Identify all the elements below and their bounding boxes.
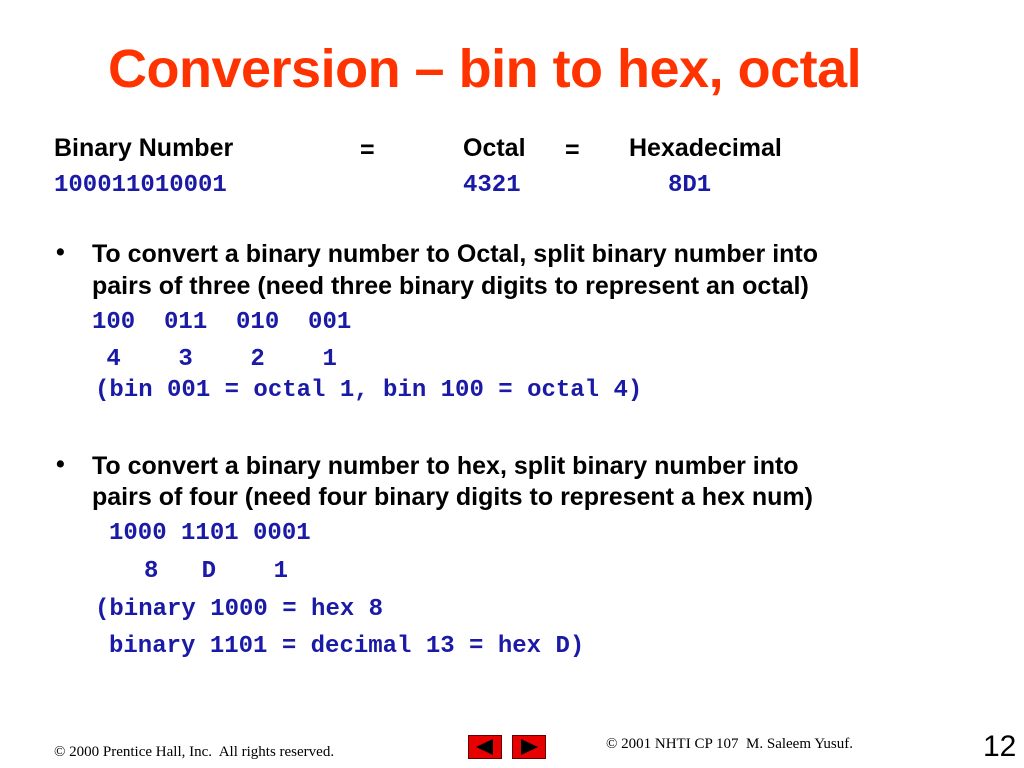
bullet-1-note: (bin 001 = octal 1, bin 100 = octal 4)	[95, 377, 643, 404]
bullet-2-note-2: binary 1101 = decimal 13 = hex D)	[109, 633, 585, 660]
equals-sign-1: =	[360, 136, 375, 164]
octal-value: 4321	[463, 172, 521, 199]
bullet-2-line-2: pairs of four (need four binary digits to represent a hex num)	[92, 483, 813, 511]
equals-sign-2: =	[565, 136, 580, 164]
footer-copyright-right: © 2001 NHTI CP 107 M. Saleem Yusuf.	[606, 736, 853, 752]
bullet-1-binary-groups: 100 011 010 001	[92, 309, 352, 336]
bullet-2-binary-groups: 1000 1101 0001	[109, 520, 311, 547]
page-number: 12	[983, 730, 1017, 763]
binary-number-label: Binary Number	[54, 134, 234, 162]
slide-title: Conversion – bin to hex, octal	[108, 39, 862, 99]
bullet-2-marker: •	[56, 450, 65, 478]
octal-label: Octal	[463, 134, 526, 162]
bullet-1-line-2: pairs of three (need three binary digits to represent an octal)	[92, 272, 809, 300]
footer-copyright-left: © 2000 Prentice Hall, Inc. All rights reserved.	[54, 744, 335, 760]
next-slide-button[interactable]	[512, 735, 546, 759]
left-arrow-icon	[469, 736, 501, 758]
hexadecimal-label: Hexadecimal	[629, 134, 782, 162]
bullet-1-line-1: To convert a binary number to Octal, split binary number into	[92, 240, 819, 268]
bullet-1-marker: •	[56, 238, 65, 266]
bullet-2-note-1: (binary 1000 = hex 8	[95, 596, 384, 623]
binary-value: 100011010001	[54, 172, 227, 199]
bullet-1-octal-digits: 4 3 2 1	[92, 346, 337, 373]
previous-slide-button[interactable]	[468, 735, 502, 759]
bullet-2-hex-digits: 8 D 1	[144, 558, 289, 585]
right-arrow-icon	[513, 736, 545, 758]
hex-value: 8D1	[668, 172, 712, 199]
bullet-2-line-1: To convert a binary number to hex, split binary number into	[92, 452, 799, 480]
